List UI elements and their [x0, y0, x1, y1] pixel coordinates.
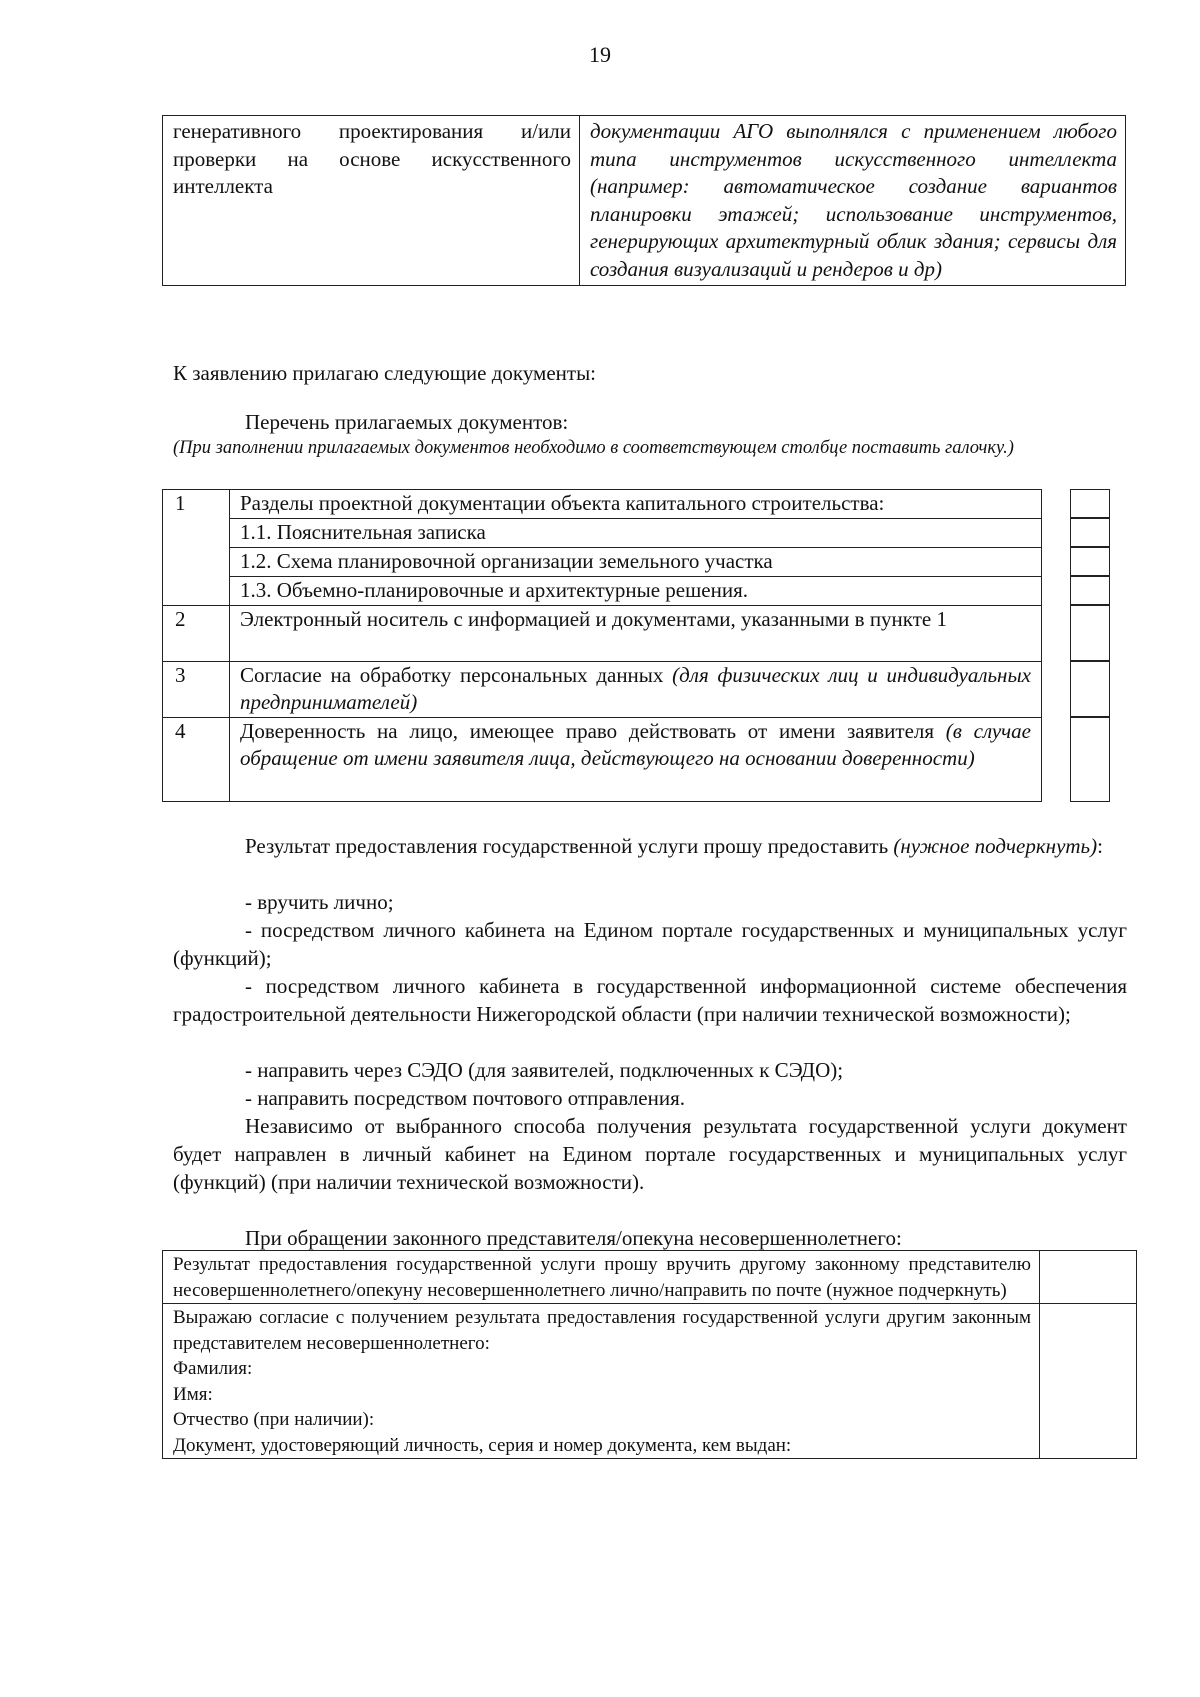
attachments-note: (При заполнении прилагаемых документов необходимо в соответствующем столбце поставить галочку.) — [173, 438, 1014, 458]
doc-row-number: 4 — [163, 718, 230, 802]
continuation-right-cell: документации АГО выполнялся с применением любого типа инструментов искусственного интеллекта (например: автоматическое создание вариантов планировки этажей; использование инструментов, генерирующих архитектурный облик здания; сервисы для создания визуализаций и рендеров и др) — [580, 116, 1126, 286]
result-intro — [173, 832, 1127, 860]
result-option: - направить посредством почтового отправления. — [245, 1086, 686, 1110]
result-option: - посредством личного кабинета на Едином портале государственных и муниципальных услуг (функций); — [173, 918, 1127, 970]
continuation-left-cell: генеративного проектирования и/или проверки на основе искусственного интеллекта — [163, 116, 580, 286]
doc-subrow-text: 1.3. Объемно-планировочные и архитектурные решения. — [230, 577, 1042, 606]
doc-subrow-text: 1.1. Пояснительная записка — [230, 519, 1042, 548]
checkbox[interactable] — [1070, 546, 1110, 577]
result-intro-note: (нужное подчеркнуть) — [893, 834, 1098, 858]
checkbox[interactable] — [1070, 489, 1110, 519]
doc-row-number: 1 — [163, 490, 230, 606]
checkbox[interactable] — [1070, 604, 1110, 662]
doc-row-text: Доверенность на лицо, имеющее право действовать от имени заявителя — [240, 719, 935, 743]
result-intro-text: Результат предоставления государственной услуги прошу предоставить — [245, 834, 889, 858]
doc-row-number: 2 — [163, 606, 230, 662]
result-option: - направить через СЭДО (для заявителей, подключенных к СЭДО); — [245, 1058, 844, 1082]
representative-row-2 — [163, 1304, 1040, 1459]
attachments-list-title: Перечень прилагаемых документов: — [245, 410, 569, 434]
doc-row-cell — [230, 662, 1042, 718]
doc-row-cell — [230, 718, 1042, 802]
patronymic-label: Отчество (при наличии): — [173, 1409, 375, 1430]
representative-title: При обращении законного представителя/опекуна несовершеннолетнего: — [245, 1226, 902, 1250]
result-option: - вручить лично; — [245, 890, 394, 914]
attachments-intro: К заявлению прилагаю следующие документы: — [173, 361, 597, 385]
representative-mark-cell[interactable] — [1040, 1304, 1137, 1459]
doc-row-note: (для физических лиц и индивидуальных предпринимателей) — [240, 663, 1031, 714]
representative-mark-cell[interactable] — [1040, 1251, 1137, 1304]
page-number: 19 — [589, 42, 611, 67]
id-document-label: Документ, удостоверяющий личность, серия и номер документа, кем выдан: — [173, 1434, 792, 1456]
result-option: - посредством личного кабинета в государственной информационной системе обеспечения градостроительной деятельности Нижегородской области (при наличии технической возможности); — [173, 974, 1127, 1026]
doc-row-number: 3 — [163, 662, 230, 718]
name-label: Имя: — [173, 1383, 213, 1405]
representative-row-1: Результат предоставления государственной услуги прошу вручить другому законному представителю несовершеннолетнего/опекуну несовершеннолетнего лично/направить по почте (нужное подчеркнуть) — [163, 1251, 1040, 1304]
doc-subrow-text: 1.2. Схема планировочной организации земельного участка — [230, 548, 1042, 577]
result-intro-end: : — [1097, 834, 1103, 858]
consent-text: Выражаю согласие с получением результата предоставления государственной услуги другим законным представителем несовершеннолетнего: — [173, 1307, 1031, 1354]
doc-row-note: (в случае обращение от имени заявителя лица, действующего на основании доверенности) — [240, 719, 1031, 770]
doc-row-text: Разделы проектной документации объекта капитального строительства: — [230, 490, 1042, 519]
checkbox[interactable] — [1070, 517, 1110, 548]
representative-table — [162, 1250, 1137, 1459]
doc-row-text: Согласие на обработку персональных данных — [240, 663, 664, 687]
checkbox[interactable] — [1070, 575, 1110, 606]
doc-row-text: Электронный носитель с информацией и документами, указанными в пункте 1 — [230, 606, 1042, 662]
checkbox[interactable] — [1070, 660, 1110, 718]
result-closing: Независимо от выбранного способа получения результата государственной услуги документ будет направлен в личный кабинет на Едином портале государственных и муниципальных услуг (функций) (при наличии технической возможности). — [173, 1114, 1127, 1194]
attachments-table — [162, 489, 1042, 802]
continuation-table — [162, 115, 1126, 286]
surname-label: Фамилия: — [173, 1358, 253, 1379]
checkbox[interactable] — [1070, 716, 1110, 802]
